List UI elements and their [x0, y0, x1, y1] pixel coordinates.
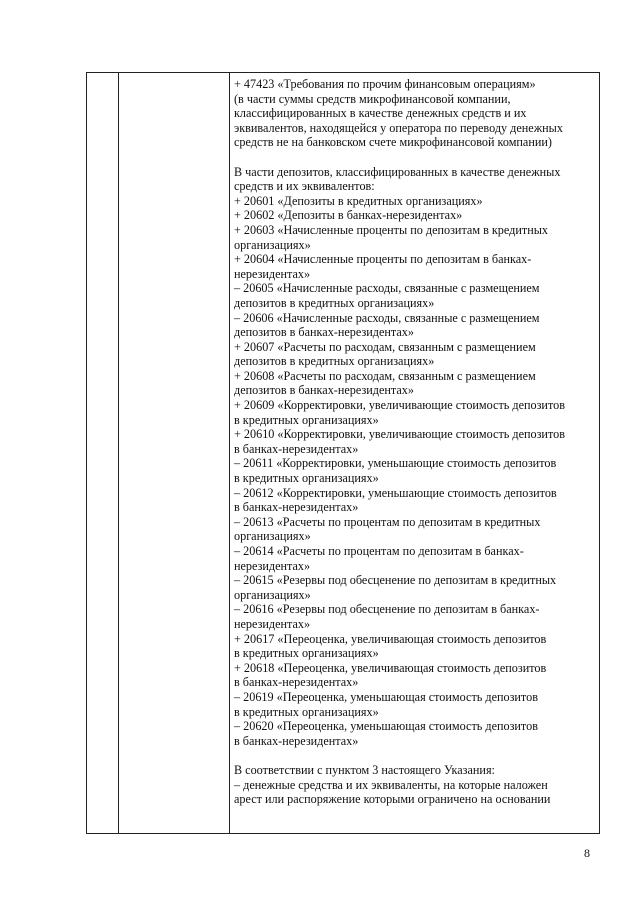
text-line: + 20603 «Начисленные проценты по депозитам в кредитных	[234, 222, 549, 237]
text-line: средств не на банковском счете микрофинансовой компании)	[234, 135, 552, 150]
text-line: организациях»	[234, 237, 311, 252]
text-line: + 20601 «Депозиты в кредитных организациях»	[234, 193, 483, 208]
text-line: В соответствии с пунктом 3 настоящего Указания:	[234, 762, 495, 777]
document-table	[86, 72, 600, 834]
text-line: + 20609 «Корректировки, увеличивающие стоимость депозитов	[234, 398, 565, 413]
text-line: + 20602 «Депозиты в банках-нерезидентах»	[234, 208, 463, 223]
text-line: в банках-нерезидентах»	[234, 500, 359, 515]
text-line: в банках-нерезидентах»	[234, 675, 359, 690]
text-line: – денежные средства и их эквиваленты, на которые наложен	[234, 777, 548, 792]
text-line: – 20615 «Резервы под обесценение по депозитам в кредитных	[234, 573, 557, 588]
text-line: + 20617 «Переоценка, увеличивающая стоимость депозитов	[234, 631, 547, 646]
text-line: в кредитных организациях»	[234, 471, 379, 486]
text-line: классифицированных в качестве денежных средств и их	[234, 106, 527, 121]
text-line: арест или распоряжение которыми ограничено на основании	[234, 792, 551, 807]
text-line: – 20605 «Начисленные расходы, связанные с размещением	[234, 281, 540, 296]
text-line: нерезидентах»	[234, 616, 311, 631]
text-line: организациях»	[234, 587, 311, 602]
text-line: депозитов в кредитных организациях»	[234, 354, 435, 369]
text-line: (в части суммы средств микрофинансовой компании,	[234, 91, 511, 106]
paragraph-account-47423	[234, 77, 599, 150]
text-line: В части депозитов, классифицированных в качестве денежных	[234, 164, 561, 179]
text-line: + 47423 «Требования по прочим финансовым операциям»	[234, 77, 536, 91]
text-line: – 20614 «Расчеты по процентам по депозитам в банках-	[234, 544, 524, 558]
text-line: + 20618 «Переоценка, увеличивающая стоимость депозитов	[234, 660, 547, 675]
text-line: – 20619 «Переоценка, уменьшающая стоимость депозитов	[234, 689, 538, 704]
text-line: в кредитных организациях»	[234, 412, 379, 427]
text-line: средств и их эквивалентов:	[234, 179, 375, 194]
column-name-cell	[119, 73, 230, 834]
table-row	[87, 73, 600, 834]
text-line: депозитов в банках-нерезидентах»	[234, 325, 414, 340]
column-content-cell	[230, 73, 600, 834]
text-line: организациях»	[234, 529, 311, 544]
text-line: + 20610 «Корректировки, увеличивающие стоимость депозитов	[234, 427, 565, 442]
text-line: эквивалентов, находящейся у оператора по переводу денежных	[234, 120, 563, 135]
page-number: 8	[584, 846, 590, 860]
text-line: – 20613 «Расчеты по процентам по депозитам в кредитных	[234, 514, 541, 529]
text-line: депозитов в кредитных организациях»	[234, 295, 435, 310]
content-text	[234, 77, 599, 807]
text-line: + 20607 «Расчеты по расходам, связанным с размещением	[234, 339, 536, 354]
text-line: в банках-нерезидентах»	[234, 441, 359, 456]
paragraph-deposits	[234, 165, 599, 749]
text-line: в кредитных организациях»	[234, 646, 379, 661]
text-line: нерезидентах»	[234, 558, 311, 573]
text-line: нерезидентах»	[234, 266, 311, 281]
text-line: в банках-нерезидентах»	[234, 733, 359, 748]
text-line: – 20612 «Корректировки, уменьшающие стоимость депозитов	[234, 485, 557, 500]
text-line: депозитов в банках-нерезидентах»	[234, 383, 414, 398]
text-line: – 20611 «Корректировки, уменьшающие стоимость депозитов	[234, 456, 557, 471]
text-line: – 20616 «Резервы под обесценение по депозитам в банках-	[234, 602, 540, 617]
text-line: + 20608 «Расчеты по расходам, связанным с размещением	[234, 368, 536, 383]
text-line: – 20620 «Переоценка, уменьшающая стоимость депозитов	[234, 719, 538, 734]
column-number-cell	[87, 73, 119, 834]
text-line: – 20606 «Начисленные расходы, связанные с размещением	[234, 310, 540, 325]
paragraph-per-clause-3	[234, 763, 599, 807]
text-line: в кредитных организациях»	[234, 704, 379, 719]
text-line: + 20604 «Начисленные проценты по депозитам в банках-	[234, 252, 532, 267]
